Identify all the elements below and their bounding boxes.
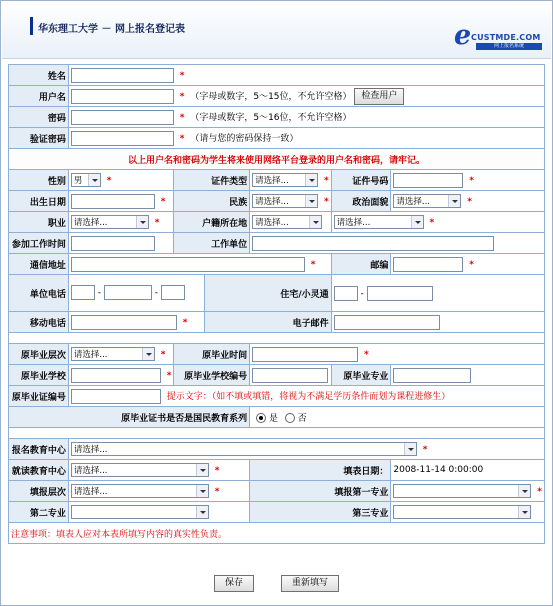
row-major2 [9,502,545,523]
chevron-down-icon [404,443,416,455]
prev-time-label: 原毕业时间 [174,344,250,365]
chevron-down-icon [136,216,148,228]
required-mark: * [182,317,188,328]
row-prev-school [9,365,545,386]
required-mark: * [469,175,474,186]
required-mark: * [166,370,172,381]
account-notice: 以上用户名和密码为学生将来使用网络平台登录的用户名和密码，请牢记。 [9,149,545,170]
chevron-down-icon [518,506,530,518]
logo-subtitle: 网上报名系统 [476,43,542,50]
confirm-password-label: 验证密码 [9,128,69,149]
yes-label: 是 [268,413,278,424]
attention-note: 注意事项：填表人应对本表所填写内容的真实性负责。 [9,523,545,544]
row-cert-no [9,386,545,407]
yes-radio[interactable] [256,413,266,423]
dash: - [360,288,364,299]
password-input[interactable] [71,110,174,125]
home-phone-area-input[interactable] [334,286,358,301]
required-mark: * [422,444,428,455]
page-header [2,2,551,59]
save-button[interactable]: 保存 [214,575,254,592]
row-prev-level [9,344,545,365]
username-label: 用户名 [9,86,69,107]
row-occupation [9,212,545,233]
major3-select[interactable] [393,505,531,519]
no-label: 否 [297,413,307,424]
chevron-down-icon [309,216,321,228]
email-input[interactable] [334,315,440,330]
major1-select[interactable] [393,484,531,498]
chevron-down-icon [448,195,460,207]
spacer-row [9,333,545,344]
row-notice [9,149,545,170]
row-address [9,254,545,275]
select-placeholder: 请选择... [255,218,289,228]
address-label: 通信地址 [9,254,69,275]
row-password [9,107,545,128]
username-input[interactable] [71,89,174,104]
logo-brand: CUSTMDE.COM [471,33,541,42]
select-placeholder: 请选择... [396,197,430,207]
required-mark: * [179,70,185,81]
chevron-down-icon [411,216,423,228]
required-mark: * [467,196,472,207]
required-mark: * [106,175,112,186]
work-phone-label: 单位电话 [9,275,69,312]
postcode-input[interactable] [393,257,463,272]
required-mark: * [537,486,542,497]
row-gender [9,170,545,191]
select-placeholder: 请选择... [336,218,371,228]
gender-value: 男 [73,176,83,186]
confirm-password-hint: （请与您的密码保持一致） [190,133,299,144]
select-placeholder: 请选择... [73,487,108,497]
mobile-label: 移动电话 [9,312,69,333]
id-type-select[interactable] [252,173,318,187]
ethnicity-select[interactable] [252,194,318,208]
check-user-button[interactable]: 检查用户 [354,88,404,105]
required-mark: * [363,349,369,360]
mobile-input[interactable] [71,315,177,330]
chevron-down-icon [88,174,100,186]
chevron-down-icon [518,485,530,497]
spacer-row [9,428,545,439]
birth-input[interactable] [71,194,155,209]
prev-school-label: 原毕业学校 [9,365,69,386]
registration-form [8,64,545,544]
chevron-down-icon [196,485,208,497]
national-series-label: 原毕业证书是否是国民教育系列 [9,407,250,428]
employer-input[interactable] [252,236,494,251]
required-mark: * [310,259,316,270]
prev-school-code-label: 原毕业学校编号 [174,365,250,386]
required-mark: * [214,465,220,476]
home-phone-number-input[interactable] [367,286,433,301]
row-national-series [9,407,545,428]
required-mark: * [323,175,329,186]
occupation-select[interactable] [71,215,149,229]
work-start-label: 参加工作时间 [9,233,69,254]
hukou-city-select[interactable] [334,215,424,229]
chevron-down-icon [196,506,208,518]
required-mark: * [154,217,160,228]
row-username [9,86,545,107]
chevron-down-icon [305,174,317,186]
id-number-label: 证件号码 [331,170,391,191]
required-mark: * [179,112,185,123]
dash: - [97,288,101,298]
political-label: 政治面貌 [331,191,391,212]
custmde-logo [454,20,544,54]
row-birth [9,191,545,212]
hukou-label: 户籍所在地 [174,212,250,233]
row-name [9,65,545,86]
prev-major-label: 原毕业专业 [331,365,391,386]
chevron-down-icon [196,464,208,476]
required-mark: * [179,91,185,102]
work-phone-ext-input[interactable] [161,285,185,300]
hukou-province-select[interactable] [252,215,322,229]
id-type-label: 证件类型 [174,170,250,191]
select-placeholder: 请选择... [73,350,108,360]
ethnicity-label: 民族 [174,191,250,212]
password-hint: （字母或数字，5～16位，不允许空格） [190,112,352,123]
name-label: 姓名 [9,65,69,86]
row-confirm-password [9,128,545,149]
dash: - [154,288,158,298]
level-label: 填报层次 [9,481,69,502]
chevron-down-icon [305,195,317,207]
title-bar-accent [30,17,33,35]
work-phone-number-input[interactable] [104,285,152,300]
occupation-label: 职业 [9,212,69,233]
prev-level-label: 原毕业层次 [9,344,69,365]
row-center [9,439,545,460]
required-mark: * [469,259,474,270]
cert-no-input[interactable] [71,389,161,404]
major2-select[interactable] [71,505,209,519]
row-work-start [9,233,545,254]
select-placeholder: 请选择... [255,176,289,186]
birth-label: 出生日期 [9,191,69,212]
prev-time-input[interactable] [252,347,358,362]
required-mark: * [179,133,185,144]
reset-button[interactable]: 重新填写 [281,575,339,592]
required-mark: * [214,486,220,497]
center-select[interactable] [71,442,417,456]
work-phone-area-input[interactable] [71,285,95,300]
row-study-center [9,460,545,481]
major2-label: 第二专业 [9,502,69,523]
row-phones [9,275,545,312]
row-attention [9,523,545,544]
level-select[interactable] [71,484,209,498]
gender-label: 性别 [9,170,69,191]
form-actions [0,575,553,592]
prev-school-input[interactable] [71,368,161,383]
major3-label: 第三专业 [250,502,391,523]
fill-date-value: 2008-11-14 0:00:00 [391,460,545,481]
prev-level-select[interactable] [71,347,155,361]
prev-school-code-input[interactable] [252,368,328,383]
chevron-down-icon [142,348,154,360]
fill-date-label: 填表日期： [250,460,391,481]
no-radio[interactable] [285,413,295,423]
select-placeholder: 请选择... [255,197,289,207]
work-start-input[interactable] [71,236,155,251]
row-mobile [9,312,545,333]
email-label: 电子邮件 [205,312,331,333]
major1-label: 填报第一专业 [250,481,391,502]
cert-no-label: 原毕业证编号 [9,386,69,407]
study-center-label: 就读教育中心 [9,460,69,481]
home-phone-label: 住宅/小灵通 [205,275,331,312]
study-center-select[interactable] [71,463,209,477]
center-label: 报名教育中心 [9,439,69,460]
select-placeholder: 请选择... [73,445,108,455]
prev-major-input[interactable] [393,368,471,383]
row-level [9,481,545,502]
name-input[interactable] [71,68,174,83]
gender-select[interactable] [71,173,101,187]
required-mark: * [160,196,166,207]
employer-label: 工作单位 [174,233,250,254]
postcode-label: 邮编 [331,254,391,275]
username-hint: （字母或数字，5～15位，不允许空格） [190,91,352,102]
page-title: 华东理工大学 － 网上报名登记表 [38,24,185,35]
id-number-input[interactable] [393,173,463,188]
required-mark: * [429,217,435,228]
select-placeholder: 请选择... [73,218,108,228]
logo-e-glyph: e [454,20,472,51]
cert-hint: 提示文字：（如不填或填错，将视为不满足学历条件而划为课程进修生） [166,391,451,402]
political-select[interactable] [393,194,461,208]
required-mark: * [323,196,329,207]
confirm-password-input[interactable] [71,131,174,146]
password-label: 密码 [9,107,69,128]
address-input[interactable] [71,257,305,272]
required-mark: * [160,349,166,360]
select-placeholder: 请选择... [73,466,108,476]
